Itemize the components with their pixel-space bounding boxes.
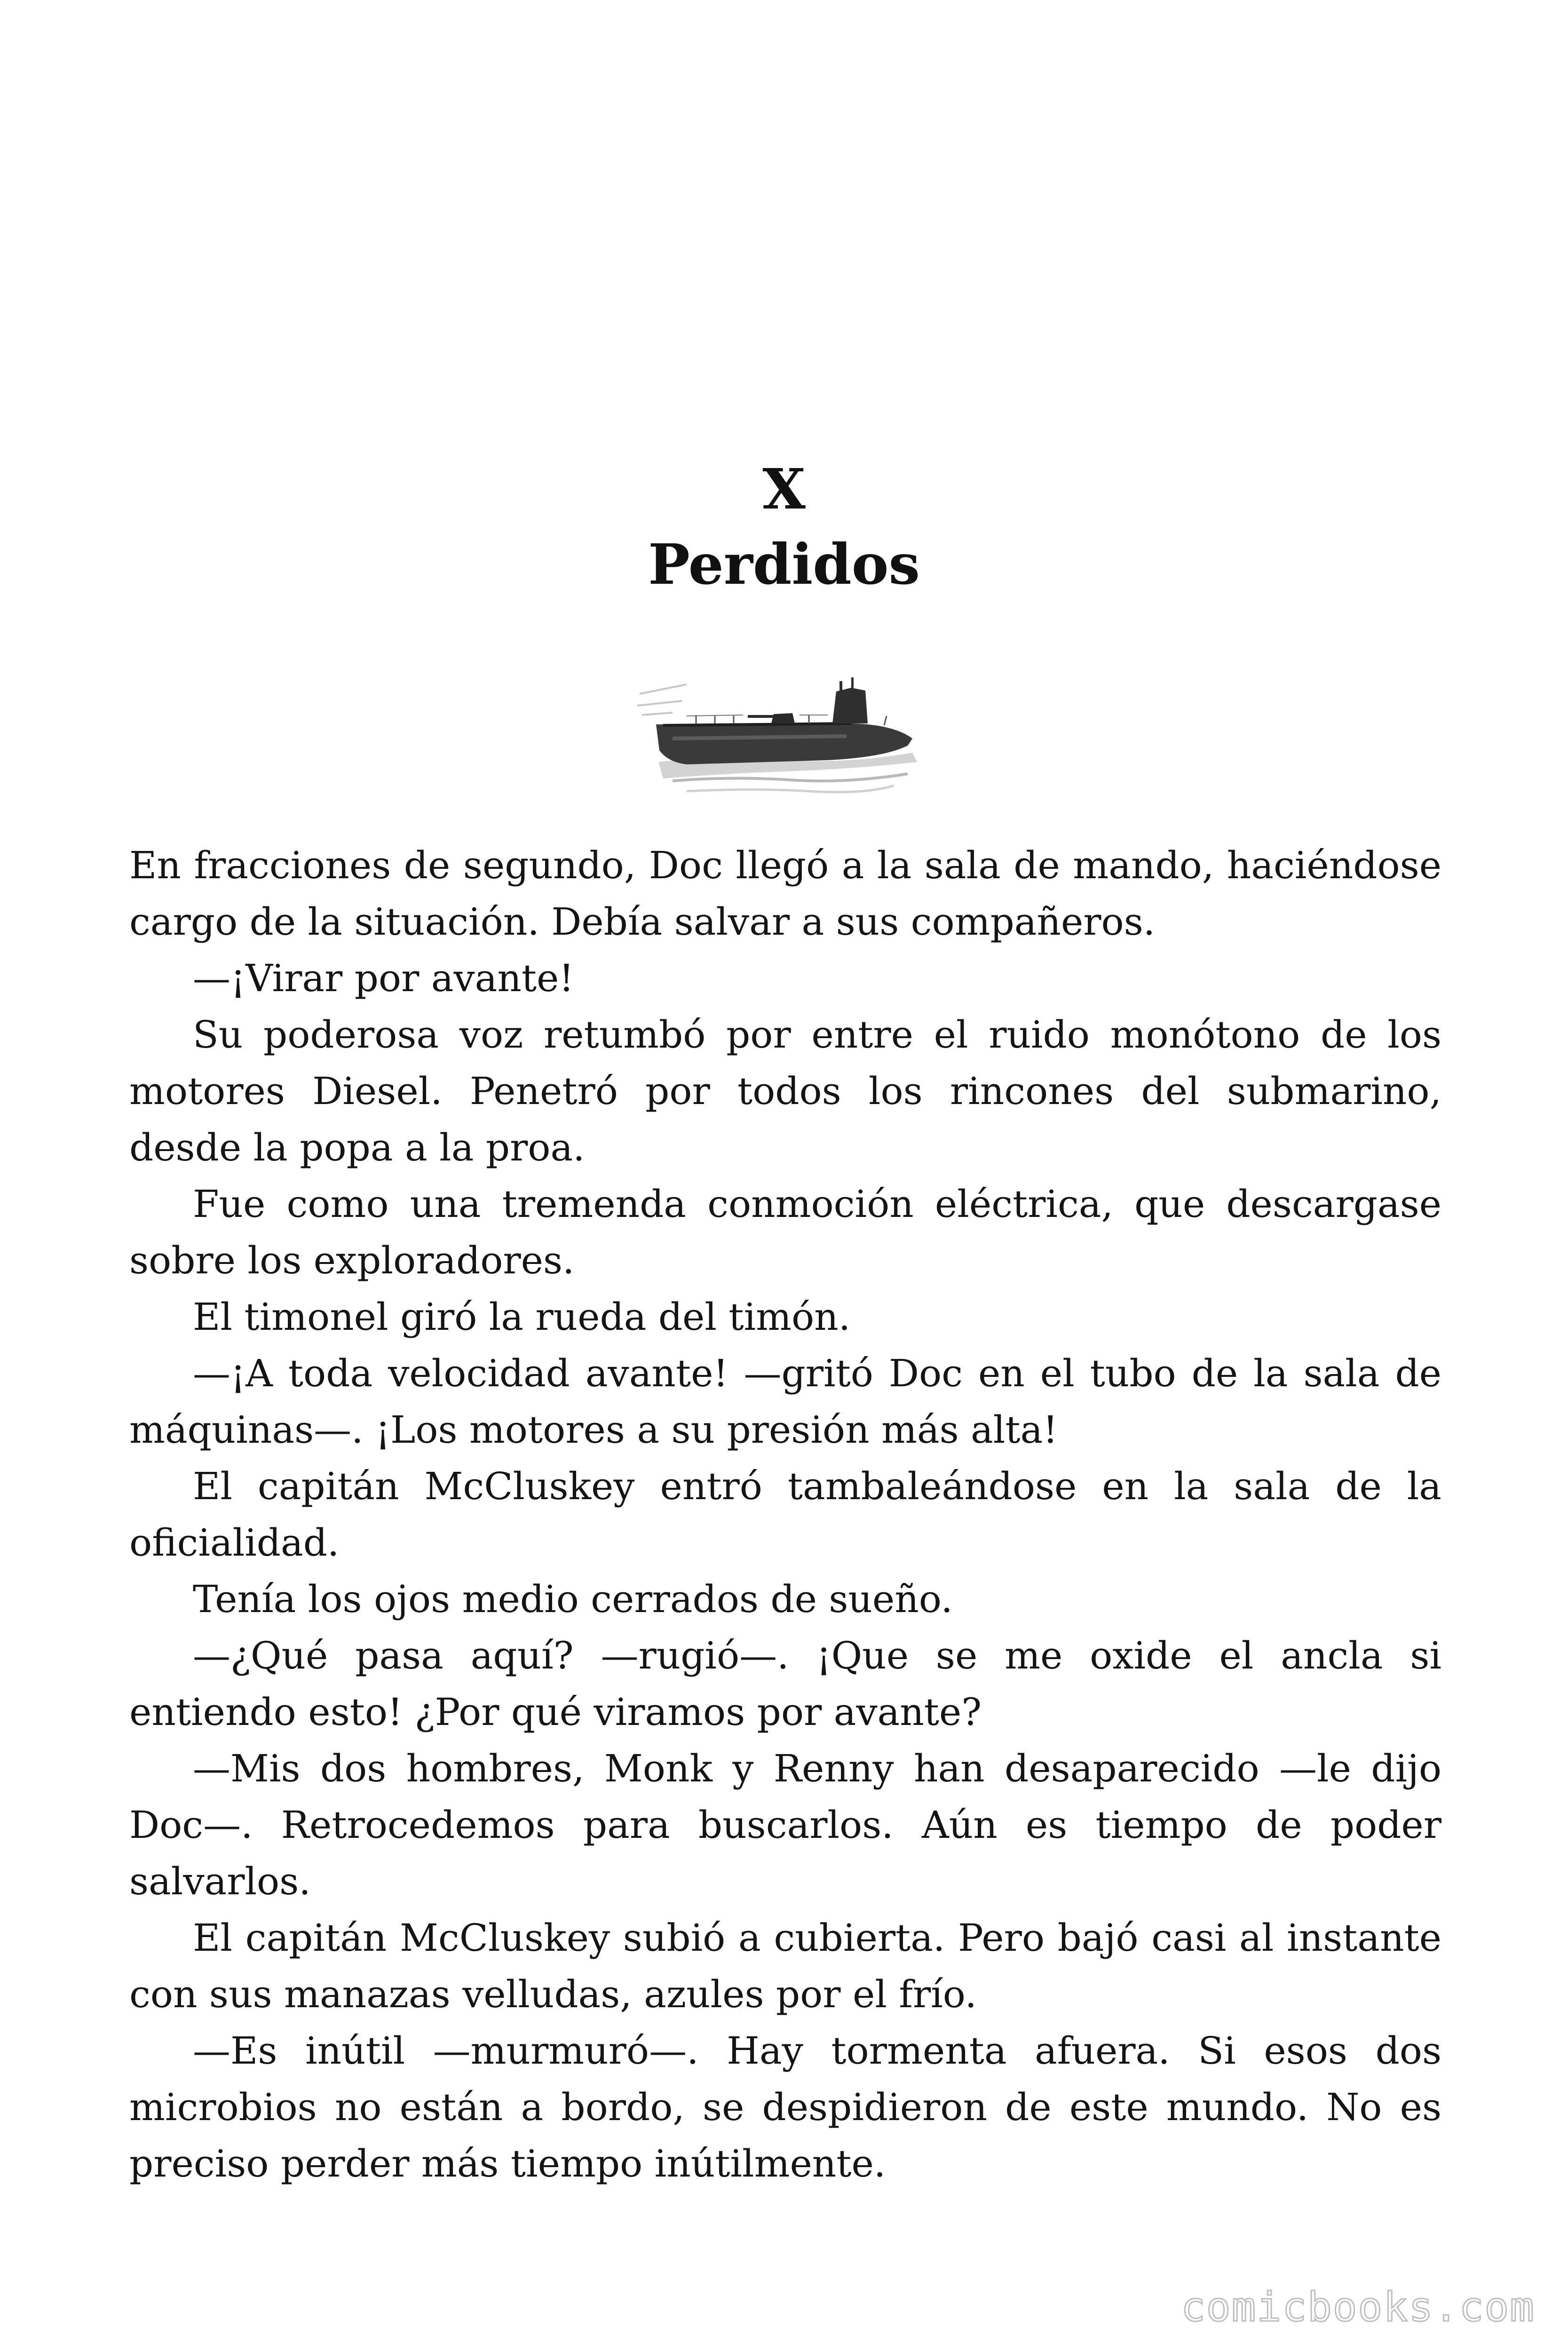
paragraph: —Mis dos hombres, Monk y Renny han desaparecido —le dijo Doc—. Retrocedemos para buscarlos. Aún es tiempo de poder salvarlos. bbox=[129, 1747, 1441, 1903]
paragraph: El capitán McCluskey subió a cubierta. Pero bajó casi al instante con sus manazas velludas, azules por el frío. bbox=[129, 1916, 1441, 2016]
watermark: comicbooks.com bbox=[1181, 2284, 1535, 2331]
paragraph: —¡A toda velocidad avante! —gritó Doc en el tubo de la sala de máquinas—. ¡Los motores a su presión más alta! bbox=[129, 1351, 1441, 1452]
paragraph: —Es inútil —murmuró—. Hay tormenta afuera. Si esos dos microbios no están a bordo, se despidieron de este mundo. No es preciso perder más tiempo inútilmente. bbox=[129, 2029, 1441, 2185]
chapter-heading bbox=[0, 452, 1568, 602]
paragraph: El timonel giró la rueda del timón. bbox=[193, 1295, 851, 1339]
paragraph: El capitán McCluskey entró tambaleándose en la sala de la oficialidad. bbox=[129, 1464, 1441, 1565]
submarine-conning-tower bbox=[832, 688, 868, 723]
submarine-illustration-icon bbox=[630, 668, 931, 809]
chapter-body bbox=[129, 837, 1441, 2192]
paragraph: —¡Virar por avante! bbox=[193, 956, 574, 1000]
paragraph: —¿Qué pasa aquí? —rugió—. ¡Que se me oxide el ancla si entiendo esto! ¿Por qué viramos por avante? bbox=[129, 1634, 1441, 1734]
chapter-number: X bbox=[762, 456, 806, 522]
paragraph: Tenía los ojos medio cerrados de sueño. bbox=[193, 1577, 953, 1621]
chapter-title: Perdidos bbox=[648, 532, 920, 597]
paragraph: Su poderosa voz retumbó por entre el ruido monótono de los motores Diesel. Penetró por todos los rincones del submarino, desde la popa a la proa. bbox=[129, 1013, 1441, 1169]
paragraph: Fue como una tremenda conmoción eléctrica, que descargase sobre los exploradores. bbox=[129, 1182, 1441, 1282]
paragraph: En fracciones de segundo, Doc llegó a la sala de mando, haciéndose cargo de la situación. Debía salvar a sus compañeros. bbox=[129, 843, 1441, 944]
